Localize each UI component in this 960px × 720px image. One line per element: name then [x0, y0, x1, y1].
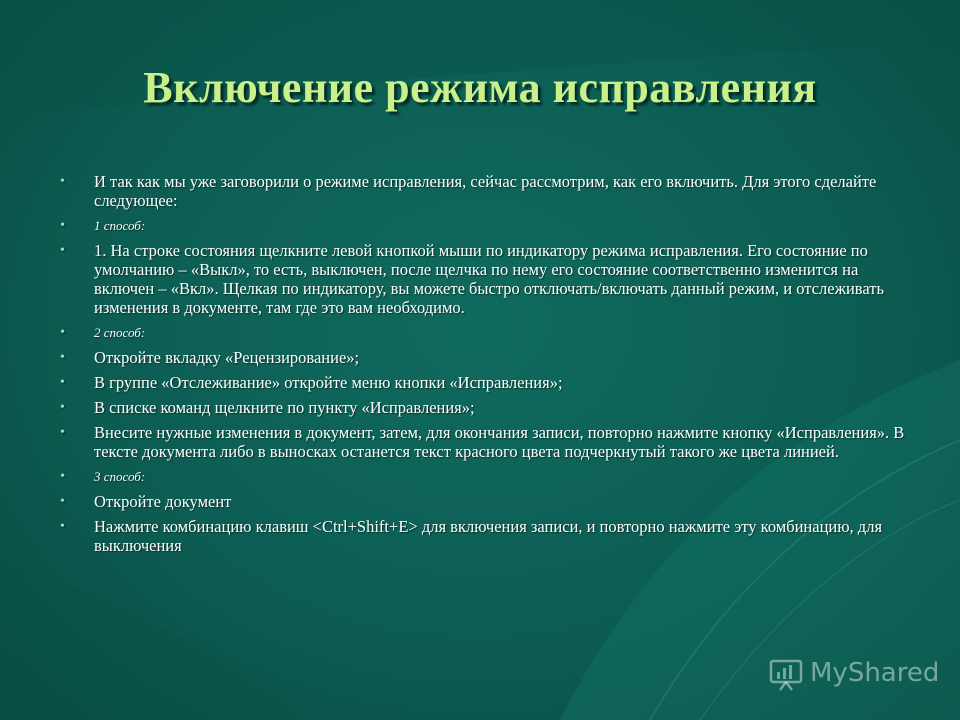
- bullet-text: Откройте документ: [94, 492, 232, 511]
- bullet-item: [60, 467, 910, 486]
- bullet-text: 3 способ:: [94, 469, 146, 484]
- bullet-text: В списке команд щелкните по пункту «Исправления»;: [94, 398, 475, 417]
- bullet-icon: •: [60, 174, 65, 189]
- bullet-item: [60, 398, 910, 417]
- bullet-icon: •: [60, 325, 65, 340]
- bullet-icon: •: [60, 243, 65, 258]
- bullet-item: [60, 323, 910, 342]
- bullet-icon: •: [60, 375, 65, 390]
- bullet-icon: •: [60, 400, 65, 415]
- bullet-text: И так как мы уже заговорили о режиме исправления, сейчас рассмотрим, как его включить. Для этого сделайте следующее:: [94, 172, 877, 210]
- bullet-text: Откройте вкладку «Рецензирование»;: [94, 348, 360, 367]
- bullet-icon: •: [60, 469, 65, 484]
- bullet-text: Нажмите комбинацию клавиш <Ctrl+Shift+E> для включения записи, и повторно нажмите эту комбинацию, для выключения: [94, 517, 883, 555]
- bullet-item: [60, 172, 910, 210]
- bullet-item: [60, 492, 910, 511]
- watermark: [768, 656, 943, 696]
- bullet-text: 1 способ:: [94, 218, 146, 233]
- bullet-item: [60, 373, 910, 392]
- bullet-icon: •: [60, 425, 65, 440]
- bullet-item: [60, 241, 910, 317]
- bullet-icon: •: [60, 519, 65, 534]
- bullet-item: [60, 423, 910, 461]
- presentation-chart-icon: [768, 656, 804, 692]
- bullet-icon: •: [60, 494, 65, 509]
- bullet-icon: •: [60, 218, 65, 233]
- bullet-item: [60, 517, 910, 555]
- watermark-text: MyShared: [810, 658, 940, 688]
- bullet-text: 2 способ:: [94, 325, 146, 340]
- bullet-item: [60, 216, 910, 235]
- bullet-item: [60, 348, 910, 367]
- bullet-icon: •: [60, 350, 65, 365]
- bullet-text: В группе «Отслеживание» откройте меню кнопки «Исправления»;: [94, 373, 563, 392]
- slide-title: Включение режима исправления: [143, 63, 817, 112]
- bullet-text: 1. На строке состояния щелкните левой кнопкой мыши по индикатору режима исправления. Его состояние по умолчанию – «Выкл», то есть, выключен, после щелчка по нему его состояние соответственно изменится на включен – «Вкл». Щелкая по индикатору, вы можете быстро отключать/включать данный режим, и отслеживать изменения в документе, там где это вам необходимо.: [94, 241, 885, 317]
- bullet-text: Внесите нужные изменения в документ, затем, для окончания записи, повторно нажмите кнопку «Исправления». В тексте документа либо в выносках останется текст красного цвета подчеркнутый такого же цвета линией.: [94, 423, 905, 461]
- bullet-list: [60, 172, 910, 561]
